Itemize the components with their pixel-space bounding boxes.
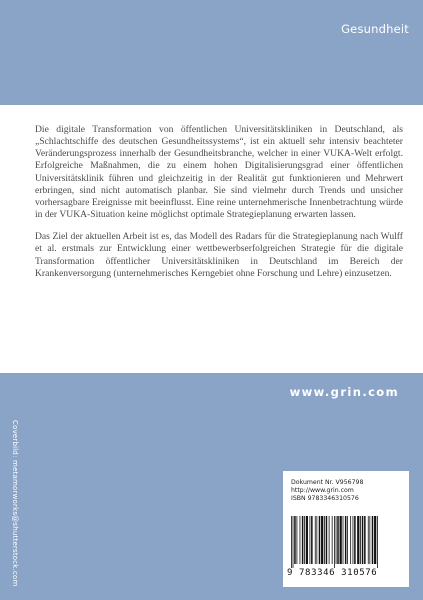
barcode-bar [302, 516, 304, 564]
barcode-bar [319, 516, 321, 564]
document-number: Dokument Nr. V956798 [291, 479, 364, 486]
barcode-bar [293, 516, 294, 568]
barcode-bar [340, 516, 342, 564]
barcode-bar [369, 516, 370, 564]
barcode-bar [291, 516, 292, 568]
category-label: Gesundheit [341, 22, 409, 36]
description-paragraph-2: Das Ziel der aktuellen Arbeit ist es, das Modell des Radars für die Strategieplanung nach Wulff et al. erstmals zur Entwicklung einer wettbewerbserfolgreichen Strategie für die digitale Transformation öffentlicher Universitätskliniken in Deutschland im Bereich der Krankenversorgung (unternehmerisches Kerngebiet ohne Forschung und Lehre) einzusetzen. [35, 231, 403, 279]
barcode-bar [300, 516, 301, 564]
bottom-footer-band [0, 373, 423, 600]
barcode-bar [294, 516, 296, 564]
barcode-bar [374, 516, 376, 564]
barcode-bar [364, 516, 366, 564]
barcode-bar [321, 516, 323, 564]
barcode-bar [368, 516, 369, 564]
barcode-bar [345, 516, 347, 564]
barcode-bar [354, 516, 356, 564]
barcode-bar [304, 516, 305, 564]
barcode-bar [334, 516, 335, 568]
barcode-bar [360, 516, 361, 564]
barcode-bar [362, 516, 364, 564]
publisher-url[interactable]: www.grin.com [289, 385, 399, 399]
barcode-bar [353, 516, 354, 564]
cover-image-credit: Coverbild: metamorworks@shutterstock.com [11, 420, 19, 587]
isbn-barcode-icon [289, 516, 403, 568]
barcode-bar [329, 516, 330, 564]
barcode-bar [343, 516, 344, 564]
barcode-bar [324, 516, 325, 564]
barcode-bar [377, 516, 378, 568]
barcode-metadata [291, 479, 363, 504]
barcode-bar [315, 516, 316, 564]
description-paragraph-1: Die digitale Transformation von öffentlichen Universitätskliniken in Deutschland, als „Schlachtschiffe des deutschen Gesundheitssystems“, ist ein aktuell sehr intensiv beachteter Veränderungsprozess innerhalb der Gesundheitsbranche, welcher in einer VUKA-Welt erfolgt. Erfolgreiche Maßnahmen, die zu einem hohen Digitalisierungsgrad einer öffentlichen Universitätsklinik führen und gleichzeitig in der Realität gut funktionieren und Mehrwert erbringen, sind nicht automatisch planbar. Sie sind vielmehr durch Trends und unsicher vorhersagbare Ereignisse mit beeinflusst. Eine reine unternehmerische Innenbetrachtung würde in der VUKA-Situation keine möglichst optimale Strategieplanung erwarten lassen. [35, 124, 403, 221]
barcode-bar [357, 516, 359, 564]
barcode-bar [336, 516, 337, 564]
isbn-text: ISBN 9783346310576 [291, 495, 359, 503]
barcode-panel [283, 471, 409, 587]
barcode-bar [372, 516, 374, 564]
document-link[interactable]: http://www.grin.com [291, 487, 354, 495]
barcode-bar [310, 516, 311, 564]
barcode-bar [326, 516, 328, 564]
barcode-bar [337, 516, 339, 564]
barcode-bar [311, 516, 313, 564]
barcode-bar [297, 516, 298, 564]
barcode-bar [350, 516, 351, 564]
barcode-bar [306, 516, 308, 564]
barcode-number: 9 783346 310576 [287, 568, 378, 578]
top-header-band [0, 0, 423, 105]
book-description [35, 124, 403, 290]
barcode-bar [347, 516, 348, 564]
barcode-bar [332, 516, 333, 564]
barcode-bar [316, 516, 317, 564]
